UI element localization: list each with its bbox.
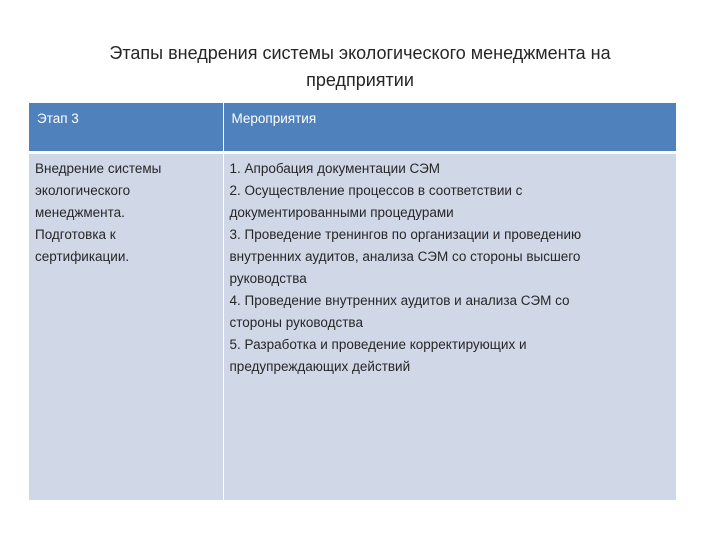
stage-line: менеджмента.: [35, 204, 125, 220]
activity-line: документированными процедурами: [229, 204, 454, 220]
activity-line: 2. Осуществление процессов в соответствии с: [229, 182, 523, 198]
activity-line: 5. Разработка и проведение корректирующих и: [229, 336, 527, 352]
stages-table: [29, 103, 676, 500]
stage-line: Подготовка к: [35, 226, 116, 242]
slide-title: [20, 40, 700, 94]
header-stage: Этап 3: [29, 103, 223, 152]
stage-line: экологического: [35, 182, 131, 198]
table-header-row: [29, 103, 676, 152]
activity-line: руководства: [229, 270, 307, 286]
header-activities: Мероприятия: [223, 103, 676, 152]
activity-line: предупреждающих действий: [229, 358, 411, 374]
stage-line: Внедрение системы: [35, 160, 162, 176]
activity-line: стороны руководства: [229, 314, 363, 330]
slide-title-line-1: Этапы внедрения системы экологического менеджмента на: [109, 43, 611, 63]
activity-line: 3. Проведение тренингов по организации и проведению: [229, 226, 582, 242]
slide-title-line-2: предприятии: [306, 70, 414, 90]
stage-line: сертификации.: [35, 248, 130, 264]
table-row: [29, 152, 676, 500]
activity-line: 4. Проведение внутренних аудитов и анализа СЭМ со: [229, 292, 570, 308]
activity-line: внутренних аудитов, анализа СЭМ со стороны высшего: [229, 248, 581, 264]
activities-cell: [223, 152, 676, 500]
activity-line: 1. Апробация документации СЭМ: [229, 160, 441, 176]
stage-description-cell: [29, 152, 223, 500]
